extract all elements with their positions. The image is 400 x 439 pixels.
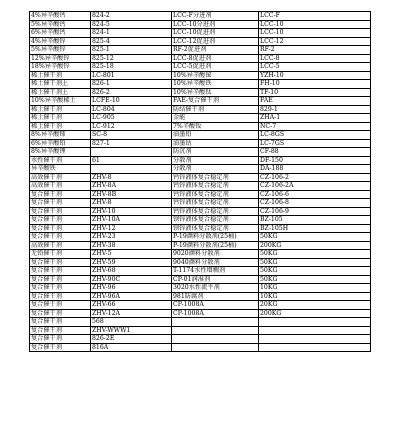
table-cell: LC-912 (91, 122, 172, 131)
table-cell: 200KG (259, 309, 371, 318)
table-row (30, 190, 371, 199)
table-cell: 异辛酸铁 (30, 165, 91, 174)
table-cell: LCC-8促进剂 (172, 54, 259, 63)
table-cell: 稀土催干剂上 (30, 80, 91, 89)
table-cell: 7%辛酸钕 (172, 122, 259, 131)
table-cell: 无铅催干剂 (30, 250, 91, 259)
table-cell: 稀土催干剂 (30, 122, 91, 131)
table-cell: 5%异辛酸钙 (30, 20, 91, 29)
table-cell: 20KG (259, 301, 371, 310)
table-cell: 钙锌液体复合稳定剂 (172, 199, 259, 208)
table-cell: 8%异辛酸锂 (30, 148, 91, 157)
table-row (30, 71, 371, 80)
table-cell: ZHV-WWW1 (91, 326, 172, 335)
table-row (30, 139, 371, 148)
table-row (30, 275, 371, 284)
table-cell: 复合催干剂 (30, 343, 91, 352)
table-cell: LC-801 (91, 71, 172, 80)
table-cell: BZ-105H (259, 224, 371, 233)
table-cell: 9020颜料分散剂 (172, 250, 259, 259)
table-cell: ZHV-90C (91, 275, 172, 284)
table-row (30, 267, 371, 276)
table-cell: FH-10 (259, 80, 371, 89)
table-cell: 稀土催干剂 (30, 71, 91, 80)
table-row (30, 148, 371, 157)
table-row (30, 292, 371, 301)
table-cell: 826-2 (91, 88, 172, 97)
table-cell: 826-1 (91, 80, 172, 89)
table-cell: 复合催干剂 (30, 224, 91, 233)
table-cell: ZHV-68 (91, 267, 172, 276)
table-cell: ZHV-59 (91, 258, 172, 267)
table-cell: 826-2E (91, 335, 172, 344)
table-cell: 10%异辛酸铋 (172, 71, 259, 80)
table-cell: 50KG (259, 250, 371, 259)
table-row (30, 173, 371, 182)
table-cell: 复合催干剂 (30, 309, 91, 318)
table-cell: 12%异辛酸锌 (30, 54, 91, 63)
table-cell: 复合催干剂 (30, 301, 91, 310)
table-cell: ZHV-66 (91, 301, 172, 310)
table-cell: P-19颜料分散剂(25桶) (172, 241, 259, 250)
table-row (30, 156, 371, 165)
table-row (30, 131, 371, 140)
table-cell: 824-2 (91, 12, 172, 21)
table-row (30, 318, 371, 327)
table-cell: 复合催干剂 (30, 267, 91, 276)
table-cell: 复合催干剂 (30, 284, 91, 293)
table-cell: 825-12 (91, 54, 172, 63)
table-cell: ZHV-8 (91, 173, 172, 182)
table-cell: 油墨钴 (172, 139, 259, 148)
table-cell: DA-188 (259, 165, 371, 174)
table-cell: ZHA-1 (259, 114, 371, 123)
table-cell: 钙锌液体复合稳定剂 (172, 182, 259, 191)
table-cell: 6%异辛酸铅 (30, 139, 91, 148)
table-cell: 稀土催干剂上 (30, 88, 91, 97)
table-cell: 825-4 (91, 37, 172, 46)
table-cell: 50KG (259, 258, 371, 267)
table-cell: ZHV-12 (91, 224, 172, 233)
table-row (30, 241, 371, 250)
table-cell: 10KG (259, 292, 371, 301)
table-cell (259, 343, 371, 352)
table-cell: 50KG (259, 275, 371, 284)
table-cell: FAE-复合催干剂 (172, 97, 259, 106)
table-cell: 钡锌液体复合稳定剂 (172, 216, 259, 225)
table-row (30, 20, 371, 29)
table-cell: 分散剂 (172, 156, 259, 165)
table-cell: LCC-10促进剂 (172, 29, 259, 38)
table-cell: 油墨铅 (172, 131, 259, 140)
table-cell: 钙锌液体复合稳定剂 (172, 207, 259, 216)
table-cell: 981防腐剂 (172, 292, 259, 301)
table-cell: LCC-8 (259, 54, 371, 63)
table-cell: 复合催干剂 (30, 199, 91, 208)
table-cell (91, 148, 172, 157)
table-cell: 61 (91, 156, 172, 165)
table-row (30, 88, 371, 97)
table-cell (259, 318, 371, 327)
table-cell (172, 335, 259, 344)
table-row (30, 63, 371, 72)
table-row (30, 122, 371, 131)
table-cell: 3020水性流平剂 (172, 284, 259, 293)
table-cell: 复合催干剂 (30, 318, 91, 327)
table-cell: SC-8 (91, 131, 172, 140)
table-cell: LC-7GS (259, 139, 371, 148)
table-cell: 高效催干剂 (30, 173, 91, 182)
table-row (30, 284, 371, 293)
table-row (30, 165, 371, 174)
table-cell: CP-01润湿剂 (172, 275, 259, 284)
table-cell: LCC-12促进剂 (172, 37, 259, 46)
table-cell (259, 326, 371, 335)
table-cell: RF-2促进剂 (172, 46, 259, 55)
table-cell: 复合催干剂 (30, 190, 91, 199)
table-cell: 复合催干剂 (30, 216, 91, 225)
table-cell: ZHV-8 (91, 199, 172, 208)
product-sheet (29, 11, 371, 352)
table-cell: CZ-106-9 (259, 207, 371, 216)
table-cell: 5%异辛酸锌 (30, 46, 91, 55)
table-cell: 816A (91, 343, 172, 352)
table-cell: 钡锌液体复合稳定剂 (172, 224, 259, 233)
table-cell: 复合催干剂 (30, 335, 91, 344)
table-cell: 防结催干剂 (172, 105, 259, 114)
table-cell: 金能 (172, 114, 259, 123)
table-row (30, 258, 371, 267)
table-cell: 825-18 (91, 63, 172, 72)
table-cell: 防沉剂 (172, 148, 259, 157)
table-cell: 18%异辛酸锌 (30, 63, 91, 72)
table-cell: 复合催干剂 (30, 258, 91, 267)
table-cell: T-1174水性增稠剂 (172, 267, 259, 276)
table-cell: ZHV-23 (91, 233, 172, 242)
table-cell: ZHV-8A (91, 182, 172, 191)
table-cell: LCC-5 (259, 63, 371, 72)
table-cell: ZHV-10A (91, 216, 172, 225)
table-cell (172, 343, 259, 352)
table-cell: LCC-F分进剂 (172, 12, 259, 21)
table-cell: 50KG (259, 233, 371, 242)
table-cell: 829-1 (259, 105, 371, 114)
table-row (30, 335, 371, 344)
table-row (30, 207, 371, 216)
table-cell: 10KG (259, 284, 371, 293)
table-row (30, 46, 371, 55)
table-cell: BZ-105 (259, 216, 371, 225)
table-row (30, 105, 371, 114)
table-cell: 水性催干剂 (30, 156, 91, 165)
table-row (30, 233, 371, 242)
table-cell: 复合催干剂 (30, 233, 91, 242)
table-cell: LCC-12 (259, 37, 371, 46)
table-cell: 50KG (259, 267, 371, 276)
table-cell: NC-7 (259, 122, 371, 131)
table-row (30, 224, 371, 233)
table-cell: ZHV-96 (91, 284, 172, 293)
table-row (30, 37, 371, 46)
table-row (30, 12, 371, 21)
table-cell: 6%异辛酸钙 (30, 29, 91, 38)
table-cell: 9040颜料分散剂 (172, 258, 259, 267)
table-cell: LCC-10 (259, 20, 371, 29)
table-cell (172, 318, 259, 327)
table-cell: CP-1008A (172, 301, 259, 310)
table-cell: LCC-10分进剂 (172, 20, 259, 29)
table-cell: ZHV-8B (91, 190, 172, 199)
table-cell: ZHV-10 (91, 207, 172, 216)
table-cell: P-19颜料分散剂(25桶) (172, 233, 259, 242)
table-cell: ZHV-38 (91, 241, 172, 250)
table-cell: 8%异辛酸铈 (30, 131, 91, 140)
table-cell: 钙锌液体复合稳定剂 (172, 190, 259, 199)
table-cell: 复合催干剂 (30, 207, 91, 216)
table-row (30, 29, 371, 38)
table-cell: LCFE-10 (91, 97, 172, 106)
table-cell: LCC-5促进剂 (172, 63, 259, 72)
table-cell: CP-1008A (172, 309, 259, 318)
table-row (30, 301, 371, 310)
table-row (30, 326, 371, 335)
table-row (30, 309, 371, 318)
table-cell: 稀土催干剂 (30, 114, 91, 123)
table-cell: CF-88 (259, 148, 371, 157)
table-cell: 824-1 (91, 29, 172, 38)
table-cell: 高效催干剂 (30, 182, 91, 191)
table-cell: 4%异辛酸锌 (30, 37, 91, 46)
table-cell: ZHV-5 (91, 250, 172, 259)
table-row (30, 80, 371, 89)
table-cell: LCC-F (259, 12, 371, 21)
table-row (30, 54, 371, 63)
table-row (30, 199, 371, 208)
table-cell: 827-1 (91, 139, 172, 148)
table-cell: LC-8GS (259, 131, 371, 140)
table-cell: 824-5 (91, 20, 172, 29)
table-cell: 10%异辛酸钛 (172, 88, 259, 97)
table-row (30, 343, 371, 352)
table-cell (259, 335, 371, 344)
table-cell: 10%异辛酸铁 (172, 80, 259, 89)
table-cell: CZ-106-2A (259, 182, 371, 191)
table-cell: 分散剂 (172, 165, 259, 174)
table-cell: 高效催干剂 (30, 241, 91, 250)
table-cell: 10%异辛酸稀土 (30, 97, 91, 106)
table-cell: 复合催干剂 (30, 292, 91, 301)
table-cell (172, 326, 259, 335)
table-cell: 复合催干剂 (30, 326, 91, 335)
table-cell: LC-905 (91, 114, 172, 123)
product-table (29, 11, 371, 352)
product-table-body (30, 12, 371, 352)
table-cell: 钙锌液体复合稳定剂 (172, 173, 259, 182)
table-cell: YZH-10 (259, 71, 371, 80)
table-cell: 稀土催干剂 (30, 105, 91, 114)
table-cell: 复合催干剂 (30, 275, 91, 284)
table-cell: LCC-10 (259, 29, 371, 38)
table-row (30, 114, 371, 123)
table-row (30, 182, 371, 191)
table-cell: RF-2 (259, 46, 371, 55)
table-cell: LC-804 (91, 105, 172, 114)
table-cell: TF-10 (259, 88, 371, 97)
table-cell: CZ-106-8 (259, 199, 371, 208)
table-cell: 4%异辛酸钙 (30, 12, 91, 21)
table-row (30, 97, 371, 106)
table-cell: FAE (259, 97, 371, 106)
table-cell (91, 165, 172, 174)
table-row (30, 250, 371, 259)
table-cell: ZHV-96A (91, 292, 172, 301)
table-cell: CZ-106-2 (259, 173, 371, 182)
table-cell: DF-150 (259, 156, 371, 165)
table-cell: 568 (91, 318, 172, 327)
table-cell: ZHV-12A (91, 309, 172, 318)
table-cell: 200KG (259, 241, 371, 250)
table-row (30, 216, 371, 225)
table-cell: 825-1 (91, 46, 172, 55)
table-cell: CZ-106-6 (259, 190, 371, 199)
